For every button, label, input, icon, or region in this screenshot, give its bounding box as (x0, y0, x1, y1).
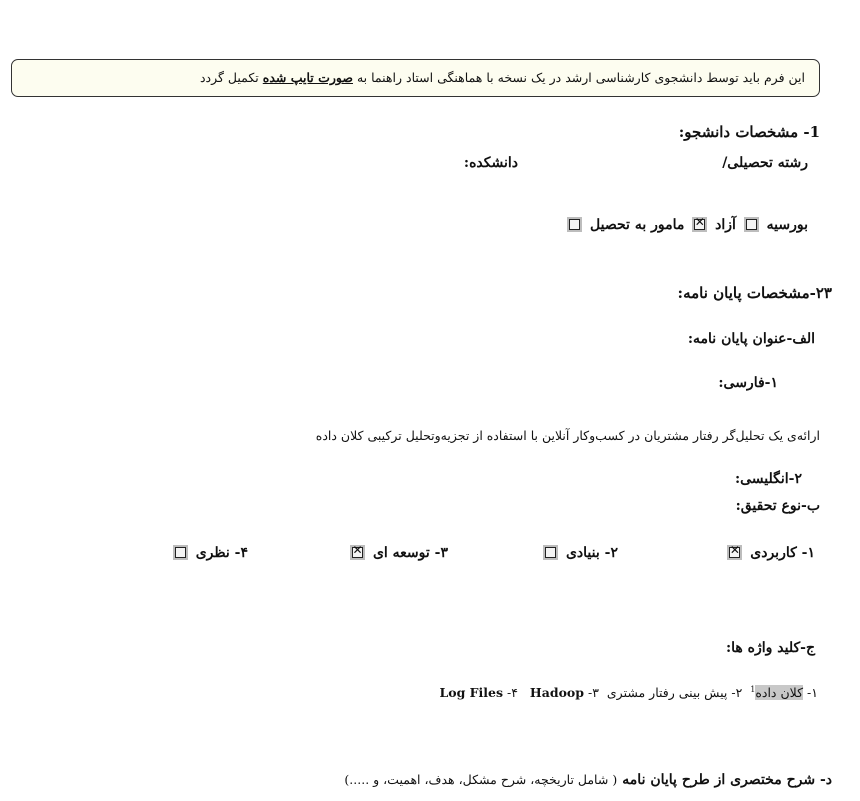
developmental-label: ۳- توسعه ای (372, 545, 448, 561)
theoretical-checkbox[interactable] (173, 545, 188, 560)
keyword-3-number: ۳- (587, 685, 599, 701)
persian-label: ۱-فارسی: (718, 375, 778, 391)
enrollment-options (564, 217, 808, 233)
research-type-fundamental (540, 545, 618, 561)
fundamental-label: ۲- بنیادی (565, 545, 618, 561)
field-faculty: دانشکده: (463, 155, 518, 171)
option-assigned: مامور به تحصیل (590, 217, 685, 233)
section1-heading: 1- مشخصات دانشجو: (678, 123, 820, 141)
keyword-2: ۲- پیش بینی رفتار مشتری (606, 685, 743, 701)
research-type-applied (724, 545, 815, 561)
keyword-4-number: ۴- (507, 685, 518, 701)
fundamental-checkbox[interactable] (543, 545, 558, 560)
keyword-1: کلان داده (755, 685, 804, 701)
notice-underlined: صورت تایپ شده (262, 70, 353, 85)
free-checkbox[interactable] (692, 217, 707, 232)
assigned-checkbox[interactable] (567, 217, 582, 232)
summary-heading: د- شرح مختصری از طرح پایان نامه (622, 772, 832, 788)
research-type-heading: ب-نوع تحقیق: (735, 498, 820, 514)
option-scholarship: بورسیه (766, 217, 808, 233)
keyword-1-footnote: 1 (750, 685, 756, 694)
keyword-3: Hadoop (529, 685, 584, 701)
keyword-4: Log Files (439, 685, 504, 701)
keywords-line (439, 685, 818, 700)
section2-heading: ۲۳-مشخصات پایان نامه: (677, 284, 832, 302)
notice-text-before: این فرم باید توسط دانشجوی کارشناسی ارشد در یک نسخه با هماهنگی استاد راهنما به (356, 70, 805, 85)
option-free: آزاد (715, 217, 736, 233)
summary-line (344, 769, 832, 788)
research-type-theoretical (170, 545, 248, 561)
english-label: ۲-انگلیسی: (734, 471, 802, 487)
notice-text-after: تکمیل گردد (199, 70, 259, 85)
instruction-notice (11, 59, 820, 97)
keyword-1-number: ۱- (807, 685, 818, 701)
field-major: رشته تحصیلی/ (722, 155, 808, 171)
applied-checkbox[interactable] (727, 545, 742, 560)
applied-label: ۱- کاربردی (750, 545, 815, 561)
summary-note: ( شامل تاریخچه، شرح مشکل، هدف، اهمیت، و .....) (344, 772, 618, 787)
theoretical-label: ۴- نظری (195, 545, 248, 561)
research-type-developmental (347, 545, 448, 561)
developmental-checkbox[interactable] (350, 545, 365, 560)
thesis-title-heading: الف-عنوان پایان نامه: (687, 331, 815, 347)
persian-title: ارائه‌ی یک تحلیل‌گر رفتار مشتریان در کسب‌وکار آنلاین با استفاده از تجزیه‌وتحلیل ترکیبی کلان داده (315, 428, 820, 443)
scholarship-checkbox[interactable] (744, 217, 759, 232)
keywords-heading: ج-کلید واژه ها: (725, 640, 815, 656)
